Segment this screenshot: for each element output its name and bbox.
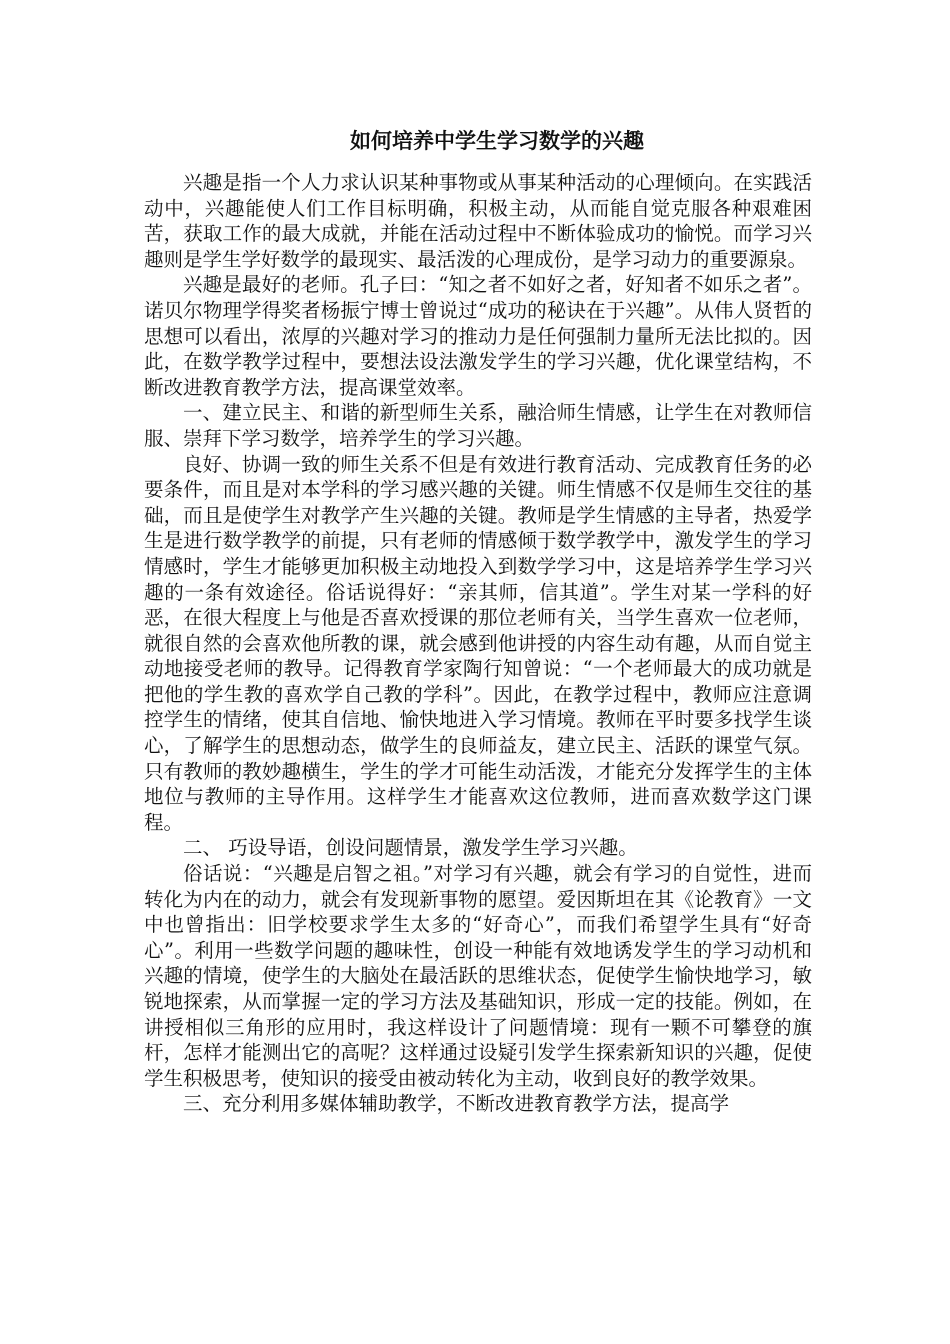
- section-heading-1: 一、建立民主、和谐的新型师生关系，融洽师生情感，让学生在对教师信服、崇拜下学习数学，培养学生的学习兴趣。: [144, 401, 812, 450]
- paragraph-problem-situation: 俗话说：“兴趣是启智之祖。”对学习有兴趣，就会有学习的自觉性，进而转化为内在的动力，就会有发现新事物的愿望。爱因斯坦在其《论教育》一文中也曾指出：旧学校要求学生太多的“好奇心”，而我们希望学生具有“好奇心”。利用一些数学问题的趣味性，创设一种能有效地诱发学生的学习动机和兴趣的情境，使学生的大脑处在最活跃的思维状态，促使学生愉快地学习，敏锐地探索，从而掌握一定的学习方法及基础知识，形成一定的技能。例如，在讲授相似三角形的应用时，我这样设计了问题情境：现有一颗不可攀登的旗杆，怎样才能测出它的高呢？这样通过设疑引发学生探索新知识的兴趣，促使学生积极思考，使知识的接受由被动转化为主动，收到良好的教学效果。: [144, 862, 812, 1090]
- paragraph-teacher-student-relation: 良好、协调一致的师生关系不但是有效进行教育活动、完成教育任务的必要条件，而且是对本学科的学习感兴趣的关键。师生情感不仅是师生交往的基础，而且是使学生对教学产生兴趣的关键。教师是学生情感的主导者，热爱学生是进行数学教学的前提，只有老师的情感倾于数学教学中，激发学生的学习情感时，学生才能够更加积极主动地投入到数学学习中，这是培养学生学习兴趣的一条有效途径。俗话说得好：“亲其师，信其道”。学生对某一学科的好恶，在很大程度上与他是否喜欢授课的那位老师有关，当学生喜欢一位老师，就很自然的会喜欢他所教的课，就会感到他讲授的内容生动有趣，从而自觉主动地接受老师的教导。记得教育学家陶行知曾说：“一个老师最大的成功就是把他的学生教的喜欢学自己教的学科”。因此，在教学过程中，教师应注意调控学生的情绪，使其自信地、愉快地进入学习情境。教师在平时要多找学生谈心，了解学生的思想动态，做学生的良师益友，建立民主、活跃的课堂气氛。只有教师的教妙趣横生，学生的学才可能生动活泼，才能充分发挥学生的主体地位与教师的主导作用。这样学生才能喜欢这位教师，进而喜欢数学这门课程。: [144, 452, 812, 834]
- document-title: 如何培养中学生学习数学的兴趣: [350, 129, 644, 153]
- section-heading-3: 三、充分利用多媒体辅助教学，不断改进教育教学方法，提高学: [183, 1092, 730, 1116]
- document-body: [144, 170, 812, 1117]
- paragraph-interest-best-teacher: 兴趣是最好的老师。孔子曰：“知之者不如好之者，好知者不如乐之者”。诺贝尔物理学得奖者杨振宁博士曾说过“成功的秘诀在于兴趣”。从伟人贤哲的思想可以看出，浓厚的兴趣对学习的推动力是任何强制力量所无法比拟的。因此，在数学教学过程中，要想法设法激发学生的学习兴趣，优化课堂结构，不断改进教育教学方法，提高课堂效率。: [144, 273, 812, 399]
- section-heading-2: 二、 巧设导语，创设问题情景，激发学生学习兴趣。: [183, 836, 638, 860]
- paragraph-intro: 兴趣是指一个人力求认识某种事物或从事某种活动的心理倾向。在实践活动中，兴趣能使人们工作目标明确，积极主动，从而能自觉克服各种艰难困苦，获取工作的最大成就，并能在活动过程中不断体验成功的愉悦。而学习兴趣则是学生学好数学的最现实、最活泼的心理成份，是学习动力的重要源泉。: [144, 171, 812, 271]
